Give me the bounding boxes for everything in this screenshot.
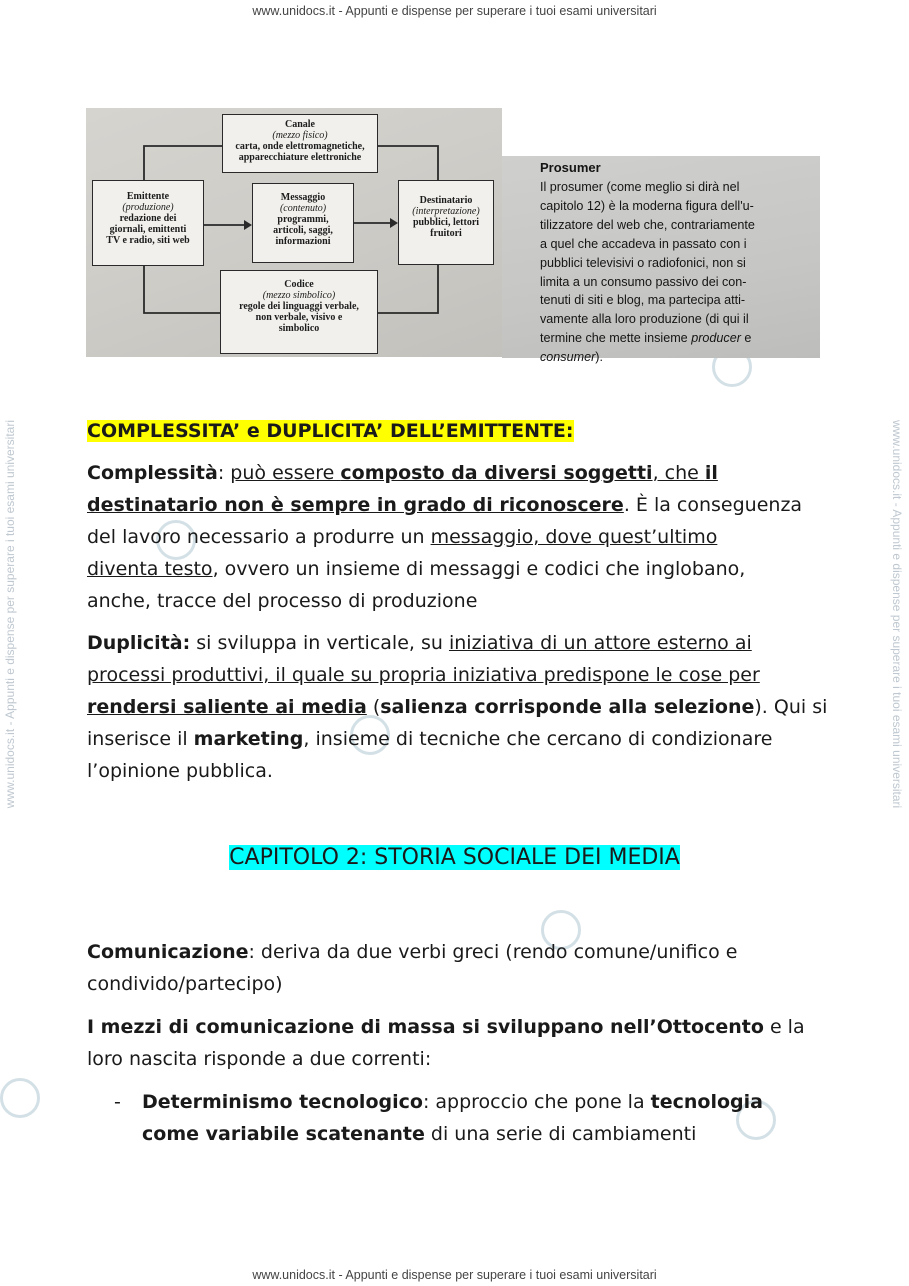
text: destinatario non è sempre in grado di riconoscere	[87, 494, 624, 516]
text: :	[217, 462, 231, 484]
page-footer: www.unidocs.it - Appunti e dispense per superare i tuoi esami universitari	[252, 1268, 657, 1282]
watermark-right: www.unidocs.it - Appunti e dispense per superare i tuoi esami universitari	[890, 420, 904, 809]
text: di una serie di cambiamenti	[424, 1123, 697, 1145]
prosumer-text: ).	[595, 350, 603, 365]
text: iniziativa di un attore esterno ai	[448, 632, 752, 654]
text: inserisce il	[87, 728, 194, 750]
messaggio-body: informazioni	[275, 236, 331, 247]
canale-body: apparecchiature elettroniche	[238, 152, 362, 163]
canale-subtitle: (mezzo fisico)	[272, 130, 328, 141]
emittente-body: redazione dei	[119, 213, 177, 224]
text: come variabile scatenante	[142, 1123, 425, 1145]
messaggio-title: Messaggio	[280, 192, 326, 203]
messaggio-body: programmi,	[277, 214, 329, 225]
text: tecnologia	[650, 1091, 763, 1113]
text: composto da diversi soggetti	[340, 462, 653, 484]
chapter-heading	[0, 842, 909, 874]
term: Complessità	[87, 462, 218, 484]
text: ). Qui si	[754, 696, 828, 718]
codice-title: Codice	[284, 279, 314, 290]
text: : approccio che pone la	[422, 1091, 651, 1113]
text: loro nascita risponde a due correnti:	[87, 1048, 432, 1070]
prosumer-line: capitolo 12) è la moderna figura dell'u-	[540, 198, 754, 213]
chapter-heading-text: CAPITOLO 2: STORIA SOCIALE DEI MEDIA	[229, 845, 680, 870]
destinatario-body: fruitori	[430, 228, 462, 239]
text: messaggio, dove quest’ultimo	[430, 526, 718, 548]
paragraph-complessita	[87, 457, 832, 617]
diagram-box-canale	[222, 114, 378, 173]
text: marketing	[193, 728, 304, 750]
communication-diagram	[86, 108, 502, 357]
bullet-dash: -	[114, 1091, 121, 1113]
text: I mezzi di comunicazione di massa si sviluppano nell’Ottocento	[87, 1016, 764, 1038]
prosumer-line: vamente alla loro produzione (di qui il	[540, 312, 749, 327]
text: . È la conseguenza	[623, 494, 803, 516]
canale-body: carta, onde elettromagnetiche,	[235, 141, 365, 152]
diagram-box-emittente	[92, 180, 204, 266]
bullet-determinismo	[142, 1086, 832, 1150]
codice-body: simbolico	[278, 323, 320, 334]
prosumer-title: Prosumer	[540, 160, 601, 175]
watermark-logo-icon	[0, 1078, 40, 1118]
emittente-body: giornali, emittenti	[109, 224, 187, 235]
emittente-body: TV e radio, siti web	[106, 235, 190, 246]
codice-body: regole dei linguaggi verbale,	[239, 301, 359, 312]
text: processi produttivi, il quale su propria iniziativa predispone le cose per	[87, 664, 760, 686]
paragraph-duplicita	[87, 627, 832, 787]
prosumer-italic: producer	[691, 331, 741, 346]
text: e la	[763, 1016, 805, 1038]
prosumer-line: tilizzatore del web che, contrariamente	[540, 217, 755, 232]
prosumer-line: pubblici televisivi o radiofonici, non si	[540, 255, 746, 270]
watermark-left: www.unidocs.it - Appunti e dispense per superare i tuoi esami universitari	[3, 420, 17, 809]
section-heading-text: COMPLESSITA’ e DUPLICITA’ DELL’EMITTENTE:	[87, 420, 574, 442]
messaggio-body: articoli, saggi,	[273, 225, 333, 236]
codice-subtitle: (mezzo simbolico)	[262, 290, 336, 301]
text: del lavoro necessario a produrre un	[87, 526, 431, 548]
codice-body: non verbale, visivo e	[255, 312, 343, 323]
term: Comunicazione	[87, 941, 249, 963]
text: : deriva da due verbi greci (rendo comune/unifico e	[248, 941, 738, 963]
paragraph-comunicazione	[87, 936, 832, 1000]
text: può essere	[230, 462, 341, 484]
text: salienza corrisponde alla selezione	[380, 696, 755, 718]
text: , insieme di tecniche che cercano di condizionare	[303, 728, 773, 750]
prosumer-text: termine che mette insieme	[540, 331, 692, 346]
diagram-box-messaggio	[252, 183, 354, 263]
emittente-subtitle: (produzione)	[122, 202, 174, 213]
text: si sviluppa in verticale, su	[190, 632, 449, 654]
prosumer-box	[502, 156, 820, 365]
paragraph-mezzi	[87, 1011, 832, 1075]
messaggio-subtitle: (contenuto)	[279, 203, 327, 214]
canale-title: Canale	[285, 119, 315, 130]
text: condivido/partecipo)	[87, 973, 283, 995]
term: Determinismo tecnologico	[142, 1091, 423, 1113]
page-header: www.unidocs.it - Appunti e dispense per superare i tuoi esami universitari	[252, 4, 657, 18]
section-heading	[87, 415, 832, 447]
prosumer-line	[540, 348, 812, 367]
diagram-box-codice	[220, 270, 378, 354]
prosumer-line: a quel che accadeva in passato con i	[540, 236, 747, 251]
text: rendersi saliente ai media	[87, 696, 367, 718]
destinatario-subtitle: (interpretazione)	[412, 206, 480, 217]
emittente-title: Emittente	[126, 191, 170, 202]
prosumer-italic: consumer	[540, 350, 596, 365]
destinatario-title: Destinatario	[419, 195, 473, 206]
prosumer-line: Il prosumer (come meglio si dirà nel	[540, 180, 740, 194]
prosumer-line	[540, 329, 812, 348]
text: , ovvero un insieme di messaggi e codici che inglobano,	[212, 558, 746, 580]
diagram-box-destinatario	[398, 180, 494, 265]
text: , che	[652, 462, 705, 484]
destinatario-body: pubblici, lettori	[412, 217, 480, 228]
prosumer-text: e	[740, 331, 752, 346]
text: l’opinione pubblica.	[87, 760, 273, 782]
prosumer-line: tenuti di siti e blog, ma partecipa atti-	[540, 293, 746, 308]
text: diventa testo	[87, 558, 213, 580]
text: il	[704, 462, 718, 484]
text: anche, tracce del processo di produzione	[87, 590, 478, 612]
prosumer-line: limita a un consumo passivo dei con-	[540, 274, 747, 289]
text: (	[366, 696, 381, 718]
term: Duplicità:	[87, 632, 191, 654]
